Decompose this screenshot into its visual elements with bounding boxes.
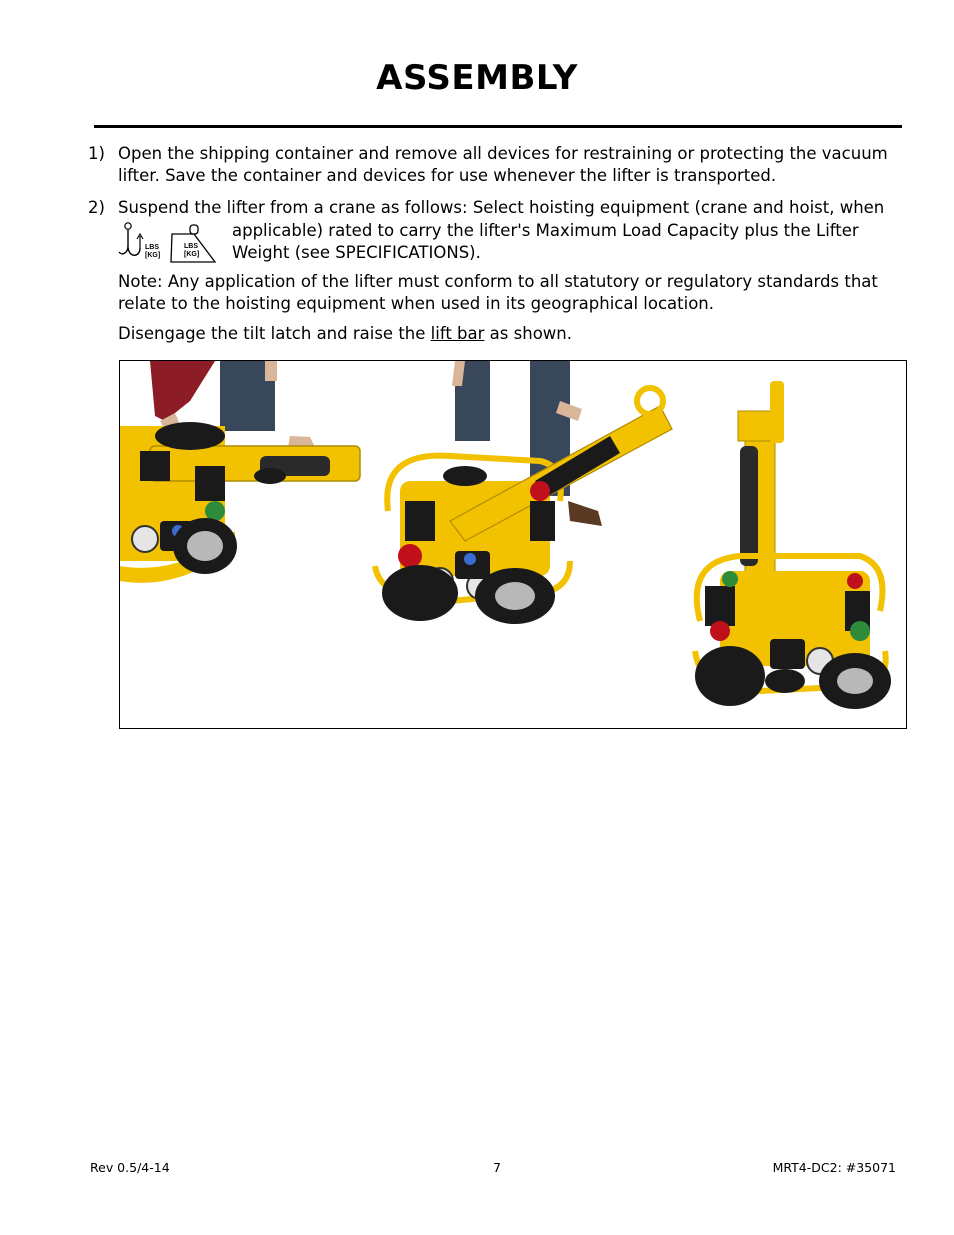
vacuum-lifter-lowered-icon (120, 361, 360, 583)
weight-icon-label-2: [KG] (184, 251, 200, 258)
hoist-icons (118, 220, 228, 266)
step-2-number: 2) (88, 198, 105, 217)
step-2-instruction (118, 323, 908, 345)
footer-document-id: MRT4-DC2: #35071 (772, 1160, 896, 1175)
instruction-text-after: as shown. (484, 324, 572, 343)
step-2-wrapped-lines (232, 220, 902, 264)
vacuum-lifter-upright-icon (695, 381, 891, 709)
step-1-text: Open the shipping container and remove all devices for restraining or protecting the vacuum lifter. Save the container and devices for use whenever the lifter is transported. (118, 144, 888, 185)
step-2-line-3: Weight (see SPECIFICATIONS). (232, 243, 481, 262)
footer-page-number: 7 (493, 1160, 501, 1175)
hook-icon-label-2: [KG] (145, 252, 161, 259)
vacuum-lifter-raised-partially-icon (375, 361, 672, 624)
lift-bar-link[interactable]: lift bar (430, 324, 485, 343)
lifter-photo-panel (119, 360, 907, 729)
instruction-text-before: Disengage the tilt latch and raise the (118, 324, 431, 343)
page-title: ASSEMBLY (376, 58, 578, 98)
step-1-number: 1) (88, 144, 105, 163)
step-2-note: Note: Any application of the lifter must conform to all statutory or regulatory standards that relate to the hoisting equipment when used in its geographical location. (118, 272, 878, 313)
lifter-illustration (120, 361, 906, 728)
footer-revision: Rev 0.5/4-14 (90, 1160, 170, 1175)
title-underline (94, 125, 902, 128)
hook-icon (118, 220, 228, 266)
hook-icon-label-1: LBS (145, 244, 159, 251)
step-2-line-1: Suspend the lifter from a crane as follows: Select hoisting equipment (crane and hoist, when (118, 198, 885, 217)
weight-icon-label-1: LBS (184, 243, 198, 250)
step-2-line-2: applicable) rated to carry the lifter's Maximum Load Capacity plus the Lifter (232, 221, 859, 240)
